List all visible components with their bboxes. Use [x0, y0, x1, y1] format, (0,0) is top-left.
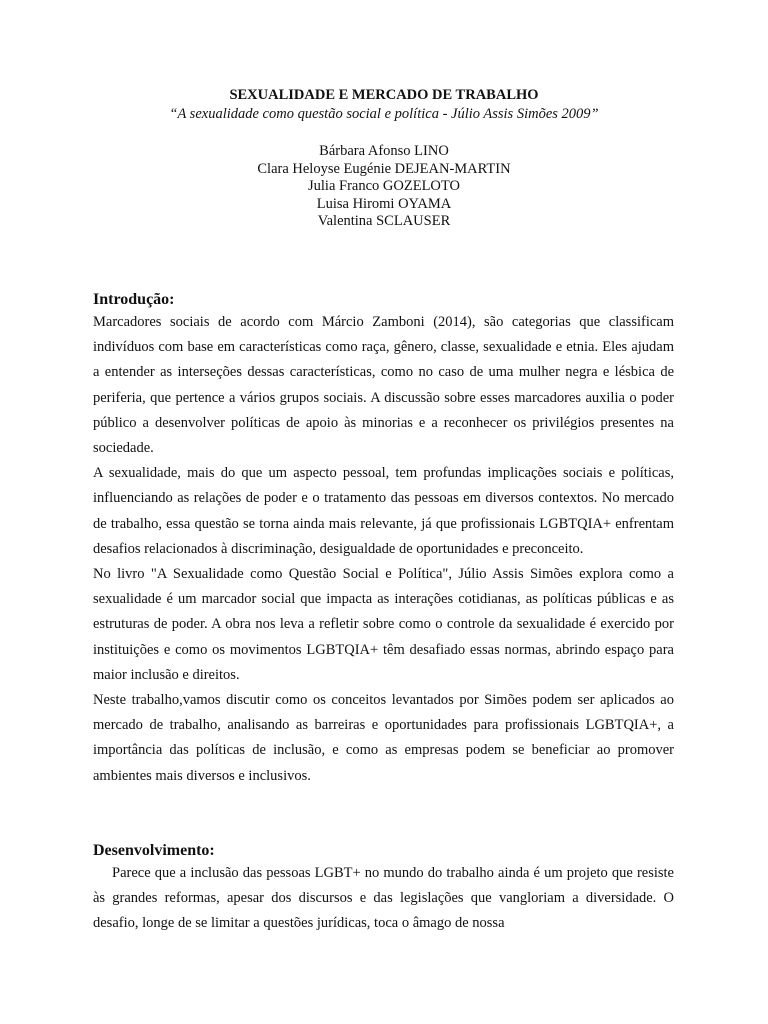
introduction-heading: Introdução:	[93, 291, 175, 308]
introduction-paragraph: Marcadores sociais de acordo com Márcio Zamboni (2014), são categorias que classificam indivíduos com base em características como raça, gênero, classe, sexualidade e etnia. Eles ajudam a entender as interseções dessas características, como no caso de uma mulher negra e lésbica de periferia, que pertence a vários grupos sociais. A discussão sobre esses marcadores auxilia o poder público a desenvolver políticas de apoio às minorias e a reconhecer os privilégios presentes na sociedade.	[93, 314, 674, 457]
development-section	[93, 841, 674, 937]
introduction-section	[93, 290, 674, 789]
author-name: Valentina SCLAUSER	[317, 213, 451, 229]
development-heading: Desenvolvimento:	[93, 842, 215, 859]
document-title: SEXUALIDADE E MERCADO DE TRABALHO	[229, 87, 539, 103]
document-subtitle: “A sexualidade como questão social e política - Júlio Assis Simões 2009”	[169, 106, 599, 122]
introduction-paragraph: No livro "A Sexualidade como Questão Social e Política", Júlio Assis Simões explora como a sexualidade é um marcador social que impacta as interações cotidianas, as políticas públicas e as estruturas de poder. A obra nos leva a refletir sobre como o controle da sexualidade é exercido por instituições e como os movimentos LGBTQIA+ têm desafiado essas normas, abrindo espaço para maior inclusão e direitos.	[93, 566, 674, 683]
introduction-paragraph: Neste trabalho,vamos discutir como os conceitos levantados por Simões podem ser aplicados ao mercado de trabalho, analisando as barreiras e oportunidades para profissionais LGBTQIA+, a importância das políticas de inclusão, e como as empresas podem se beneficiar ao promover ambientes mais diversos e inclusivos.	[93, 692, 674, 784]
author-name: Bárbara Afonso LINO	[319, 143, 449, 159]
introduction-paragraph: A sexualidade, mais do que um aspecto pessoal, tem profundas implicações sociais e políticas, influenciando as relações de poder e o tratamento das pessoas em diversos contextos. No mercado de trabalho, essa questão se torna ainda mais relevante, já que profissionais LGBTQIA+ enfrentam desafios relacionados à discriminação, desigualdade de oportunidades e preconceito.	[93, 465, 674, 557]
author-name: Clara Heloyse Eugénie DEJEAN-MARTIN	[257, 160, 511, 177]
author-name: Luisa Hiromi OYAMA	[316, 195, 452, 212]
author-name: Julia Franco GOZELOTO	[308, 178, 460, 194]
author-list	[0, 143, 768, 231]
document-header	[0, 86, 768, 231]
development-paragraph: Parece que a inclusão das pessoas LGBT+ no mundo do trabalho ainda é um projeto que resiste às grandes reformas, apesar dos discursos e das legislações que vangloriam a diversidade. O desafio, longe de se limitar a questões jurídicas, toca o âmago de nossa	[93, 865, 674, 932]
